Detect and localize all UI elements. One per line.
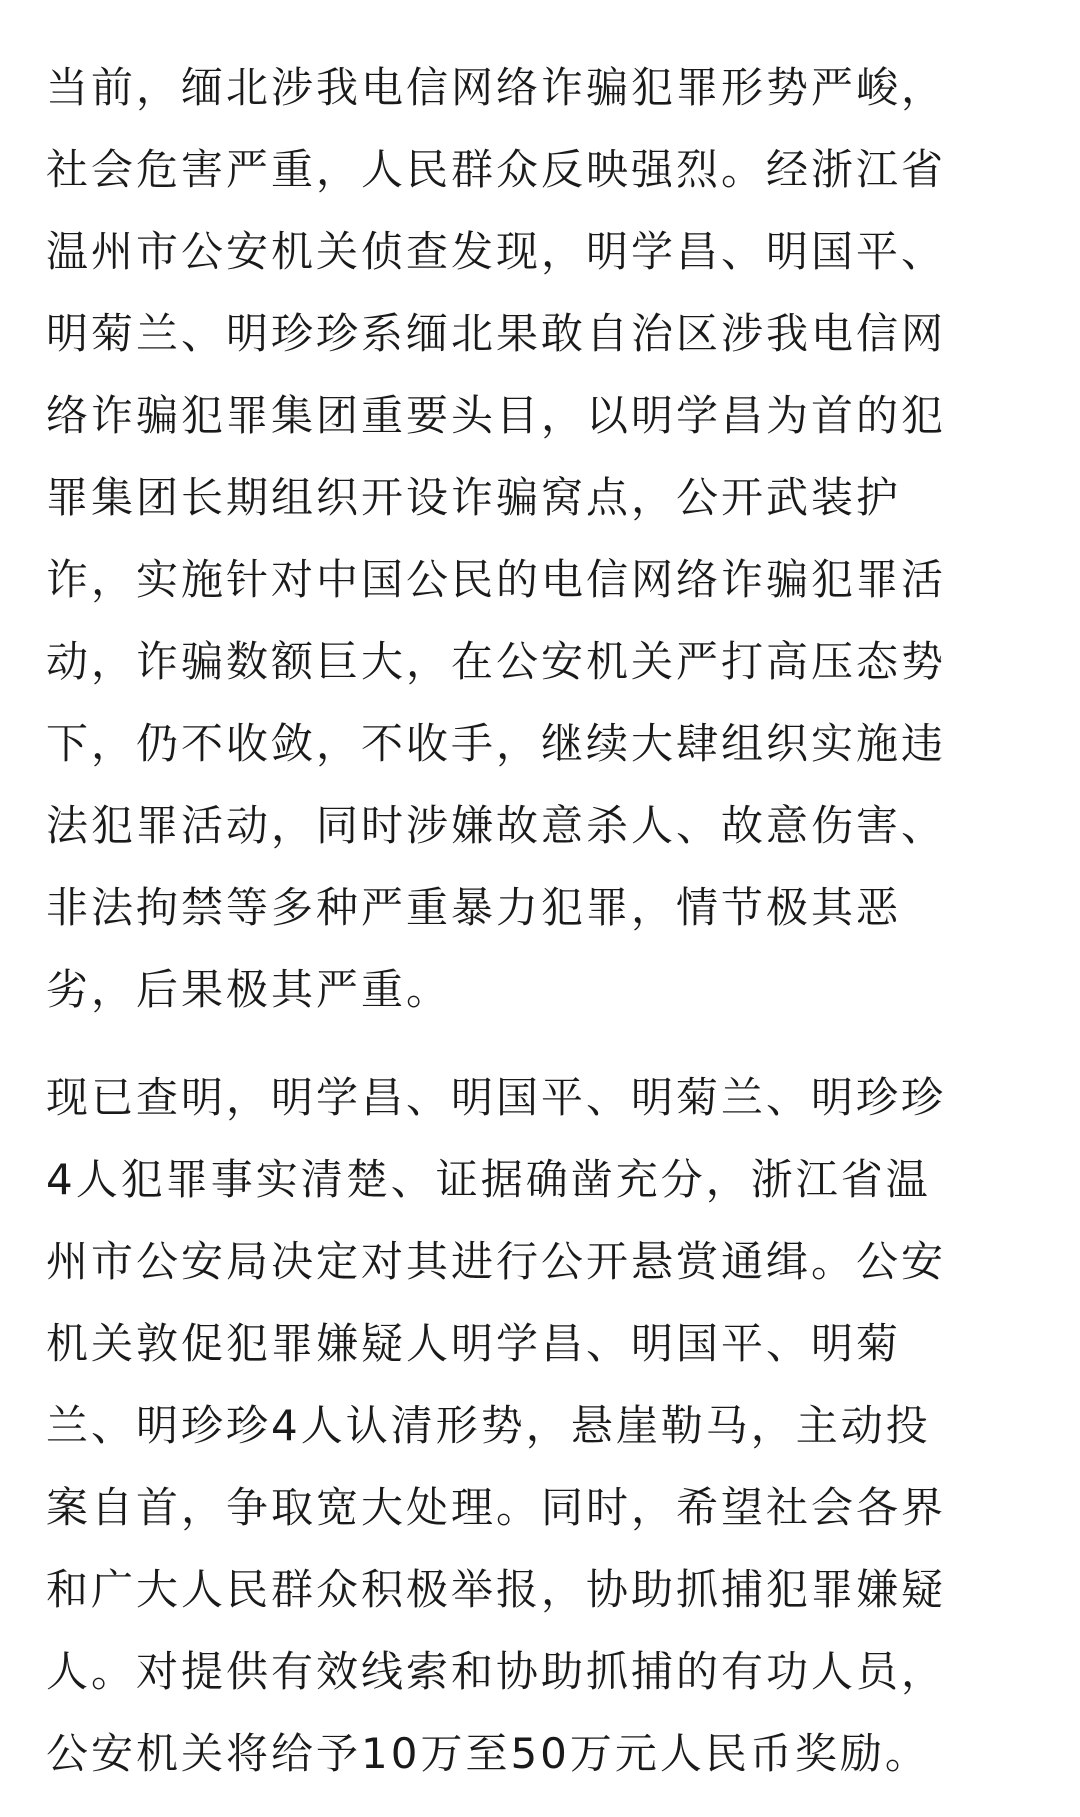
text-line: 公安机关将给予10万至50万元人民币奖励。 [46,1729,930,1778]
text-line: 络诈骗犯罪集团重要头目，以明学昌为首的犯 [46,391,947,440]
text-line: 州市公安局决定对其进行公开悬赏通缉。公安 [46,1237,947,1286]
text-line: 和广大人民群众积极举报，协助抓捕犯罪嫌疑 [46,1565,947,1614]
text-line: 非法拘禁等多种严重暴力犯罪，情节极其恶 [46,883,902,932]
paragraph-wanted-notice [46,1057,1046,1795]
text-line: 温州市公安机关侦查发现，明学昌、明国平、 [46,227,947,276]
text-line: 劣，后果极其严重。 [46,965,452,1014]
text-line: 法犯罪活动，同时涉嫌故意杀人、故意伤害、 [46,801,947,850]
text-line: 4人犯罪事实清楚、证据确凿充分，浙江省温 [46,1155,931,1204]
text-line: 人。对提供有效线索和协助抓捕的有功人员， [46,1647,947,1696]
text-line: 社会危害严重，人民群众反映强烈。经浙江省 [46,145,947,194]
text-line: 诈，实施针对中国公民的电信网络诈骗犯罪活 [46,555,947,604]
text-line: 动，诈骗数额巨大，在公安机关严打高压态势 [46,637,947,686]
paragraph-situation [46,47,1046,1031]
text-line: 下，仍不收敛，不收手，继续大肆组织实施违 [46,719,947,768]
text-line: 机关敦促犯罪嫌疑人明学昌、明国平、明菊 [46,1319,902,1368]
text-line: 现已查明，明学昌、明国平、明菊兰、明珍珍 [46,1073,947,1122]
text-line: 明菊兰、明珍珍系缅北果敢自治区涉我电信网 [46,309,947,358]
text-line: 当前，缅北涉我电信网络诈骗犯罪形势严峻， [46,63,947,112]
text-line: 兰、明珍珍4人认清形势，悬崖勒马，主动投 [46,1401,931,1450]
text-line: 罪集团长期组织开设诈骗窝点，公开武装护 [46,473,902,522]
text-line: 案自首，争取宽大处理。同时，希望社会各界 [46,1483,947,1532]
